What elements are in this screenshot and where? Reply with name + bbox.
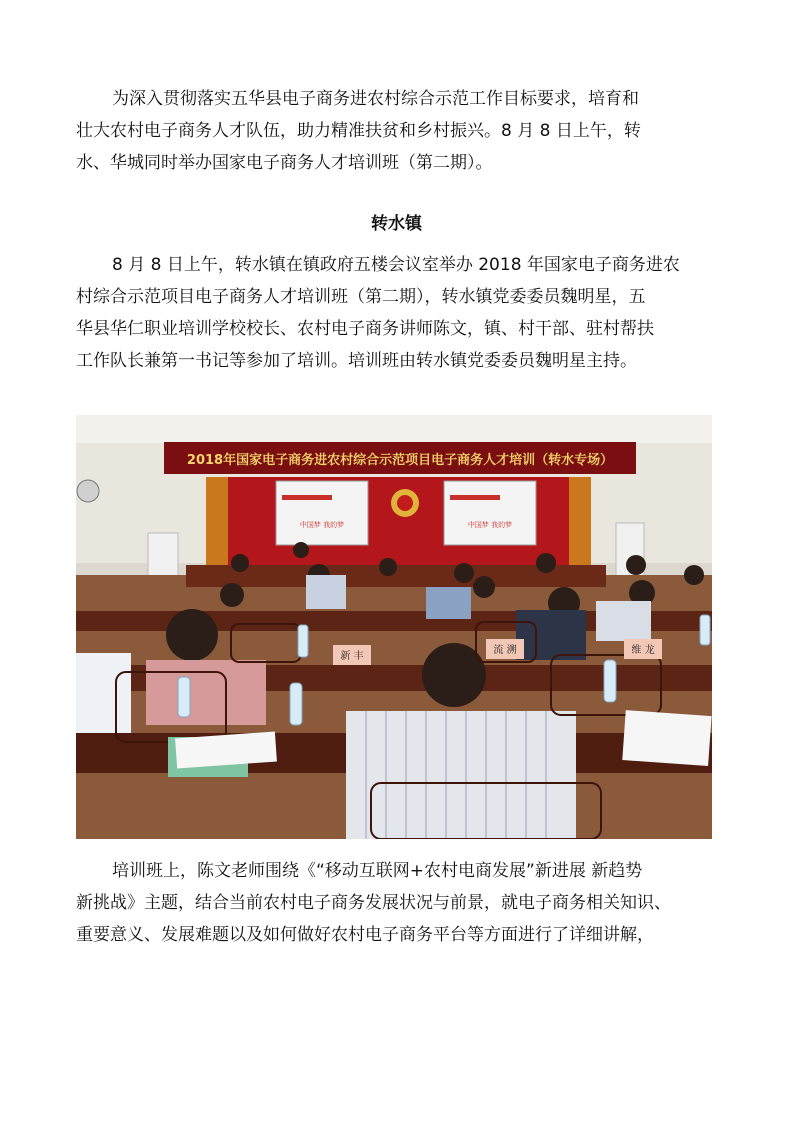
intro-line-1: 为深入贯彻落实五华县电子商务进农村综合示范工作目标要求，培育和 [112, 89, 639, 109]
training-line-3: 重要意义、发展难题以及如何做好农村电子商务平台等方面进行了详细讲解， [76, 925, 654, 945]
zhuanshui-line-1: 8 月 8 日上午，转水镇在镇政府五楼会议室举办 2018 年国家电子商务进农 [112, 255, 680, 275]
left-screen [276, 481, 368, 545]
name-card-3: 维 龙 [631, 645, 655, 656]
zhuanshui-paragraph [76, 249, 716, 377]
zhuanshui-line-4: 工作队长兼第一书记等参加了培训。培训班由转水镇党委委员魏明星主持。 [76, 351, 637, 371]
banner-text: 2018年国家电子商务进农村综合示范项目电子商务人才培训（转水专场） [186, 453, 614, 468]
right-screen [444, 481, 536, 545]
zhuanshui-line-3: 华县华仁职业培训学校校长、农村电子商务讲师陈文，镇、村干部、驻村帮扶 [76, 319, 654, 339]
training-paragraph [76, 855, 716, 951]
name-card-1: 新 丰 [340, 651, 364, 662]
training-photo [76, 415, 712, 839]
attendee-striped-shirt [346, 711, 576, 839]
section-heading: 转水镇 [371, 214, 422, 234]
left-screen-text: 中国梦 我的梦 [299, 521, 345, 529]
training-line-1: 培训班上，陈文老师围绕《“移动互联网+农村电商发展”新进展 新趋势 [112, 861, 643, 881]
name-card-2: 流 溯 [493, 645, 517, 656]
attendee-pink-shirt [146, 660, 266, 725]
training-photo-illustration [76, 415, 712, 839]
right-screen-text: 中国梦 我的梦 [467, 521, 513, 529]
intro-line-3: 水、华城同时举办国家电子商务人才培训班（第二期）。 [76, 153, 493, 173]
zhuanshui-line-2: 村综合示范项目电子商务人才培训班（第二期），转水镇党委委员魏明星，五 [76, 287, 646, 307]
intro-line-2: 壮大农村电子商务人才队伍，助力精准扶贫和乡村振兴。8 月 8 日上午，转 [76, 121, 641, 141]
intro-paragraph [76, 83, 716, 179]
training-line-2: 新挑战》主题，结合当前农村电子商务发展状况与前景，就电子商务相关知识、 [76, 893, 671, 913]
